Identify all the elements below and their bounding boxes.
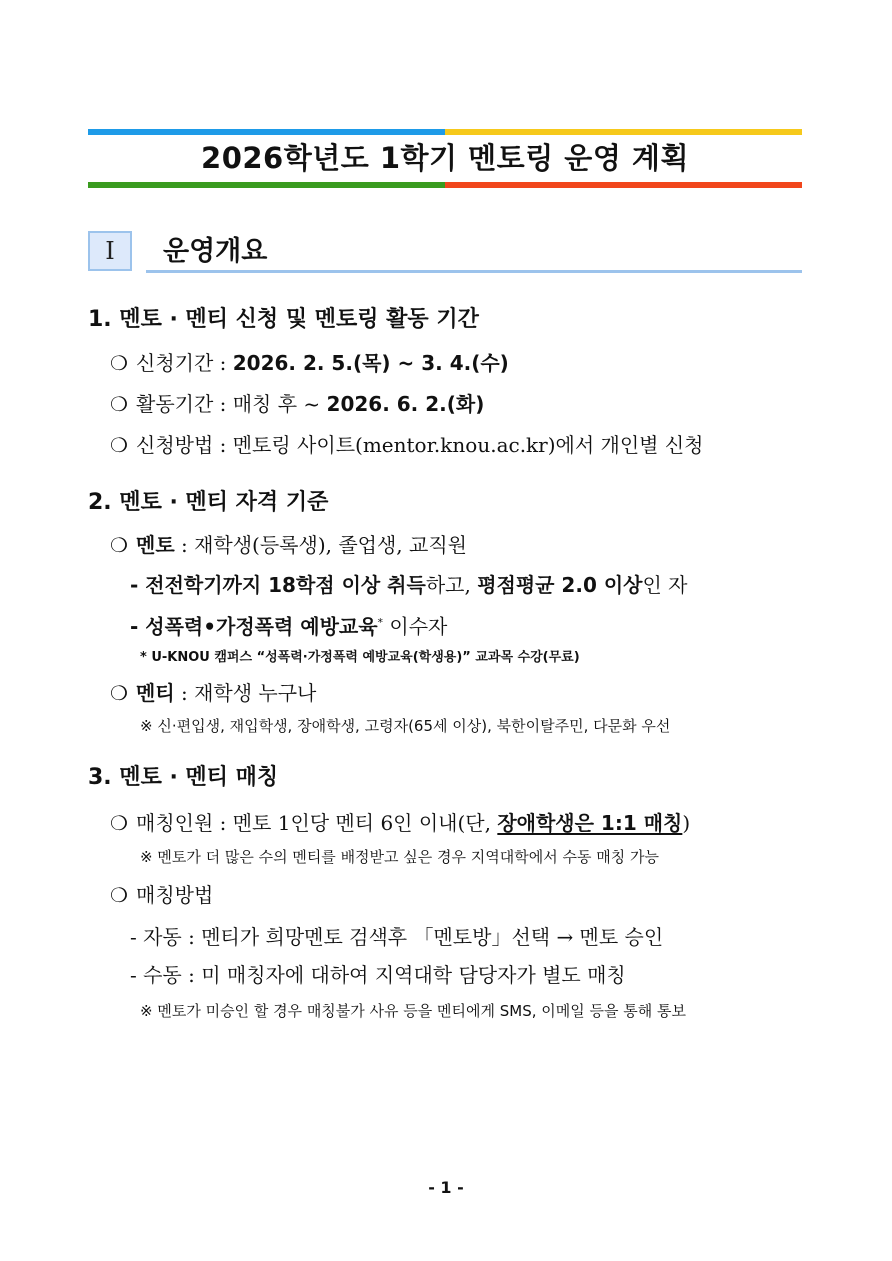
note-unapproved: ※ 멘토가 미승인 할 경우 매칭불가 사유 등을 멘티에게 SMS, 이메일 등을 통해 통보	[140, 1002, 687, 1020]
mentor-label: 멘토	[136, 533, 175, 557]
matching-count-text: 매칭인원 : 멘토 1인당 멘티 6인 이내(단,	[136, 811, 498, 835]
title-bottom-bar-right	[445, 182, 802, 188]
list-item-matching-count	[110, 808, 690, 838]
mentor-requirement-education	[130, 608, 447, 642]
title-top-bar	[88, 129, 802, 135]
bullet-circle: ❍	[110, 351, 128, 375]
section-title: 운영개요	[163, 236, 268, 267]
heading-qualifications: 2. 멘토 · 멘티 자격 기준	[88, 490, 329, 515]
note-mentee-priority: ※ 신·편입생, 재입학생, 장애학생, 고령자(65세 이상), 북한이탈주민, 다문화 우선	[140, 717, 671, 735]
list-item-mentee	[110, 678, 316, 708]
apply-period-label: 신청기간 :	[136, 351, 233, 375]
bullet-circle: ❍	[110, 392, 128, 416]
list-item-apply-method	[110, 430, 704, 460]
activity-period-label: 활동기간 : 매칭 후 ~	[136, 392, 327, 416]
title-top-bar-right	[445, 129, 802, 135]
mentee-text: : 재학생 누구나	[174, 681, 317, 705]
document-title: 2026학년도 1학기 멘토링 운영 계획	[201, 141, 689, 175]
matching-disabled-note: 장애학생은 1:1 매칭	[497, 811, 683, 835]
list-item-matching-method	[110, 880, 213, 910]
activity-period-value: 2026. 6. 2.(화)	[326, 392, 485, 416]
list-item-activity-period	[110, 389, 484, 419]
title-top-bar-left	[88, 129, 445, 135]
list-item-mentor	[110, 530, 467, 560]
req-credits-bold: - 전전학기까지 18학점 이상 취득	[130, 573, 426, 597]
heading-matching: 3. 멘토 · 멘티 매칭	[88, 765, 279, 790]
title-bottom-bar	[88, 182, 802, 188]
section-number: Ⅰ	[88, 231, 132, 271]
note-manual-matching: ※ 멘토가 더 많은 수의 멘티를 배정받고 싶은 경우 지역대학에서 수동 매칭 가능	[140, 848, 659, 866]
apply-period-value: 2026. 2. 5.(목) ~ 3. 4.(수)	[232, 351, 509, 375]
bullet-circle: ❍	[110, 883, 128, 907]
page-number: - 1 -	[428, 1178, 464, 1197]
heading-period: 1. 멘토 · 멘티 신청 및 멘토링 활동 기간	[88, 307, 479, 332]
apply-method-text: 신청방법 : 멘토링 사이트(mentor.knou.ac.kr)에서 개인별 신청	[136, 433, 704, 457]
matching-method-label: 매칭방법	[136, 883, 214, 907]
bullet-circle: ❍	[110, 433, 128, 457]
bullet-circle: ❍	[110, 533, 128, 557]
matching-count-end: )	[682, 811, 691, 835]
mentee-label: 멘티	[136, 681, 175, 705]
req-gpa-bold: 평점평균 2.0 이상	[477, 573, 643, 597]
req-credits-mid: 하고,	[425, 573, 478, 597]
section-underline	[146, 270, 802, 273]
req-education-bold: - 성폭력•가정폭력 예방교육	[130, 614, 378, 639]
req-education-end: 이수자	[383, 614, 448, 639]
req-education-star: *	[377, 616, 384, 629]
matching-auto: - 자동 : 멘티가 희망멘토 검색후 「멘토방」선택 → 멘토 승인	[130, 925, 664, 949]
list-item-apply-period	[110, 348, 509, 378]
bullet-circle: ❍	[110, 811, 128, 835]
mentor-text: : 재학생(등록생), 졸업생, 교직원	[174, 533, 467, 557]
req-gpa-end: 인 자	[642, 573, 688, 597]
matching-manual: - 수동 : 미 매칭자에 대하여 지역대학 담당자가 별도 매칭	[130, 963, 626, 987]
mentor-requirement-credits	[130, 570, 687, 600]
bullet-circle: ❍	[110, 681, 128, 705]
note-education-course: * U-KNOU 캠퍼스 “성폭력·가정폭력 예방교육(학생용)” 교과목 수강(무료)	[140, 650, 580, 665]
title-bottom-bar-left	[88, 182, 445, 188]
